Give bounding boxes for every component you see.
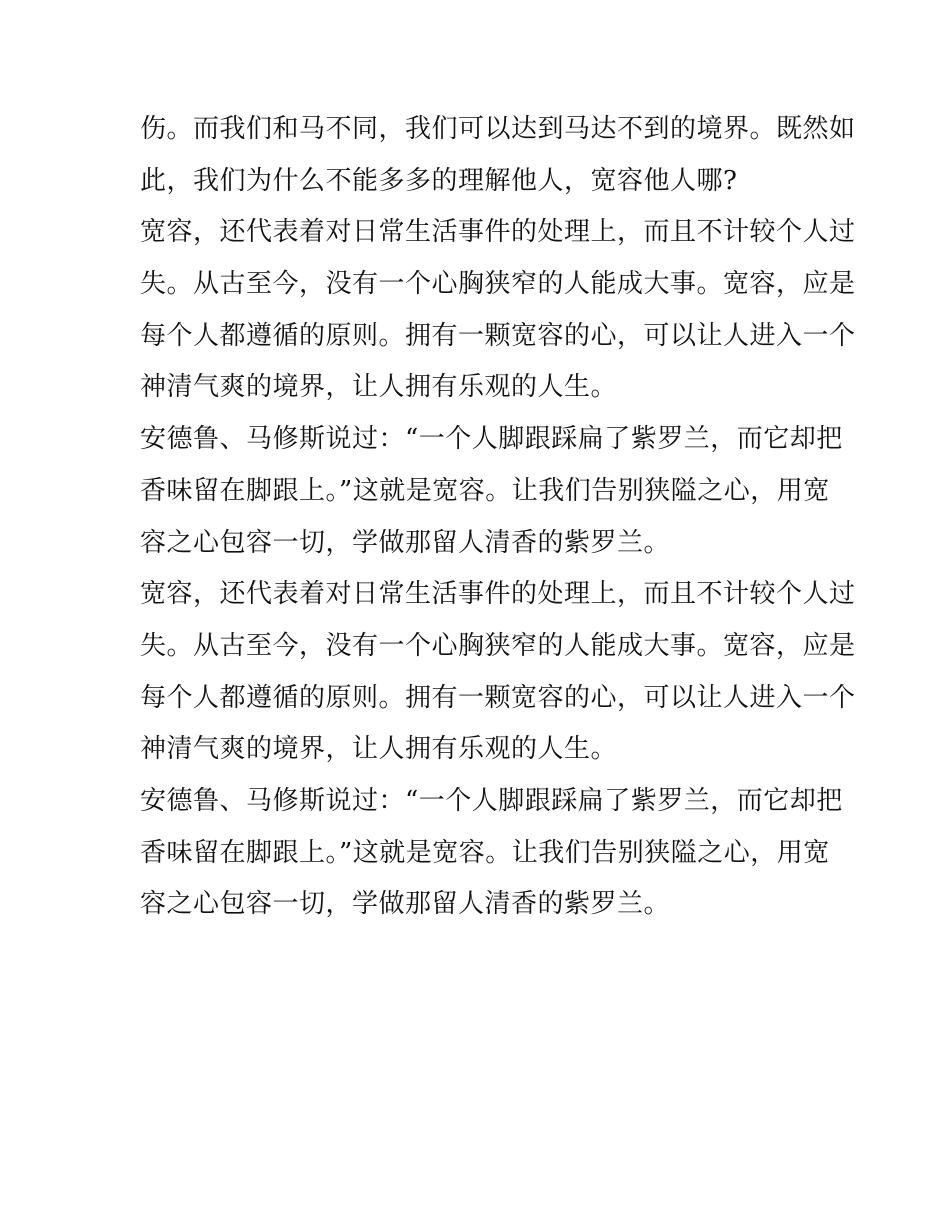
text-line: 宽容，还代表着对日常生活事件的处理上，而且不计较个人过 — [140, 217, 856, 248]
text-line: 安德鲁、马修斯说过：“一个人脚跟踩扁了紫罗兰，而它却把 — [140, 424, 843, 455]
text-line: 每个人都遵循的原则。拥有一颗宽容的心，可以让人进入一个 — [140, 682, 856, 713]
text-line: 神清气爽的境界，让人拥有乐观的人生。 — [140, 734, 618, 765]
text-line: 失。从古至今，没有一个心胸狭窄的人能成大事。宽容，应是 — [140, 630, 856, 661]
text-line: 神清气爽的境界，让人拥有乐观的人生。 — [140, 372, 618, 403]
text-line: 容之心包容一切，学做那留人清香的紫罗兰。 — [140, 889, 671, 920]
text-line: 每个人都遵循的原则。拥有一颗宽容的心，可以让人进入一个 — [140, 320, 856, 351]
document-body — [140, 104, 856, 931]
text-line: 容之心包容一切，学做那留人清香的紫罗兰。 — [140, 527, 671, 558]
text-line: 宽容，还代表着对日常生活事件的处理上，而且不计较个人过 — [140, 579, 856, 610]
text-line: 此，我们为什么不能多多的理解他人，宽容他人哪? — [140, 165, 738, 196]
text-line: 失。从古至今，没有一个心胸狭窄的人能成大事。宽容，应是 — [140, 269, 856, 300]
text-line: 香味留在脚跟上。”这就是宽容。让我们告别狭隘之心，用宽 — [140, 837, 830, 868]
text-line: 伤。而我们和马不同，我们可以达到马达不到的境界。既然如 — [140, 114, 856, 144]
text-line: 香味留在脚跟上。”这就是宽容。让我们告别狭隘之心，用宽 — [140, 475, 830, 506]
text-line: 安德鲁、马修斯说过：“一个人脚跟踩扁了紫罗兰，而它却把 — [140, 785, 843, 816]
